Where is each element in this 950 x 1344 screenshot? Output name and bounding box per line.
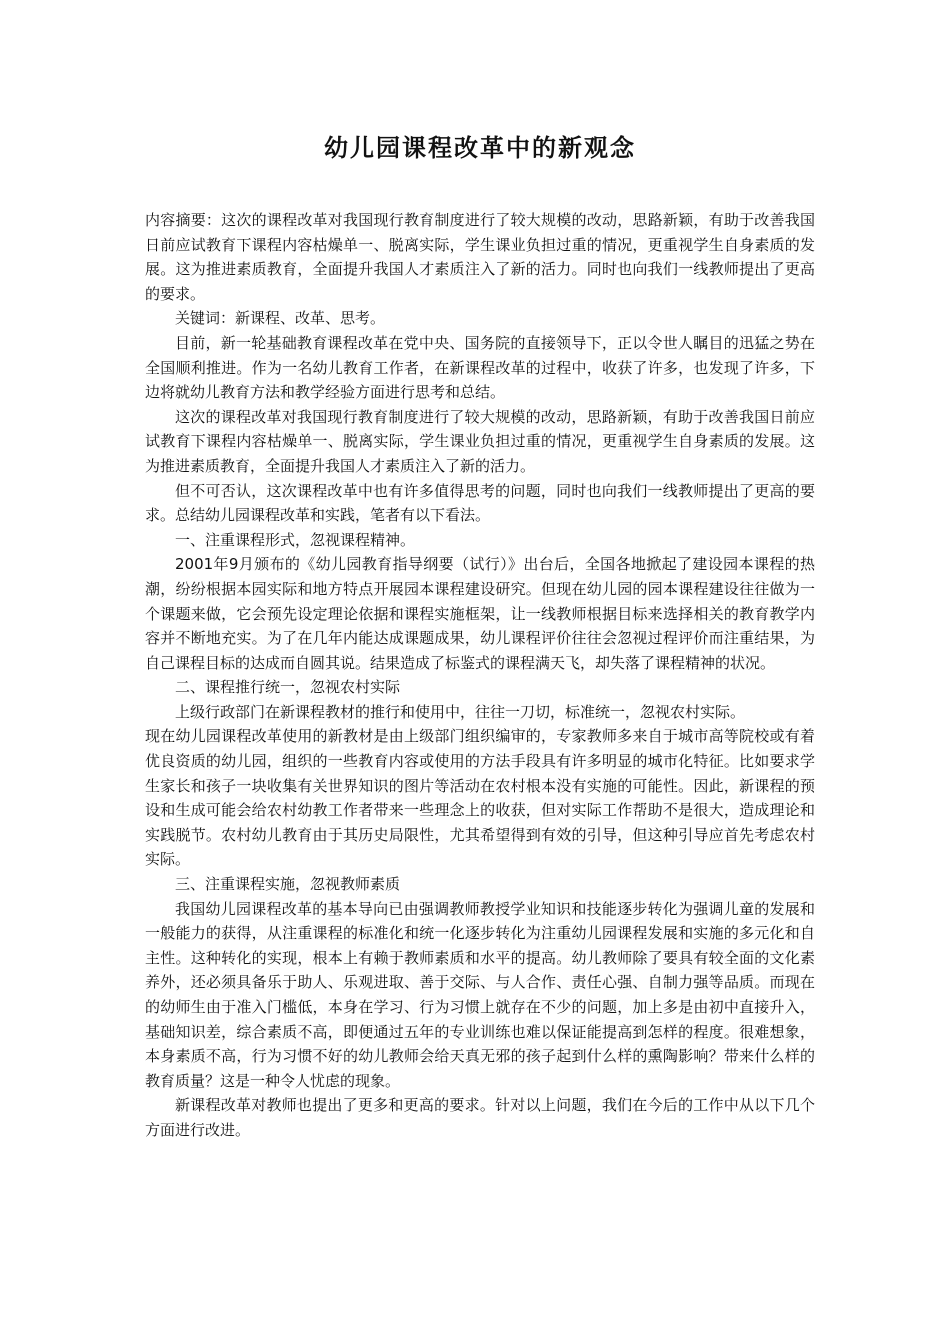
paragraph-3: 目前，新一轮基础教育课程改革在党中央、国务院的直接领导下，正以令世人瞩目的迅猛之势在全国顺利推进。作为一名幼儿教育工作者，在新课程改革的过程中，收获了许多，也发现了许多，下边将就幼儿教育方法和教学经验方面进行思考和总结。 bbox=[145, 333, 815, 402]
document-body bbox=[145, 208, 815, 1143]
paragraph-7: 2001年9月颁布的《幼儿园教育指导纲要（试行）》出台后，全国各地掀起了建设园本课程的热潮，纷纷根据本园实际和地方特点开展园本课程建设研究。但现在幼儿园的园本课程建设往往做为一个课题来做，它会预先设定理论依据和课程实施框架，让一线教师根据目标来选择相关的教育教学内容并不断地充实。为了在几年内能达成课题成果，幼儿课程评价往往会忽视过程评价而注重结果，为自己课程目标的达成而自圆其说。结果造成了标鉴式的课程满天飞，却失落了课程精神的状况。 bbox=[145, 555, 815, 672]
paragraph-5: 但不可否认，这次课程改革中也有许多值得思考的问题，同时也向我们一线教师提出了更高的要求。总结幼儿园课程改革和实践，笔者有以下看法。 bbox=[145, 481, 815, 525]
paragraph-1: 内容摘要：这次的课程改革对我国现行教育制度进行了较大规模的改动，思路新颖，有助于改善我国日前应试教育下课程内容枯燥单一、脱离实际，学生课业负担过重的情况，更重视学生自身素质的发展。这为推进素质教育，全面提升我国人才素质注入了新的活力。同时也向我们一线教师提出了更高的要求。 bbox=[145, 211, 815, 303]
paragraph-4: 这次的课程改革对我国现行教育制度进行了较大规模的改动，思路新颖，有助于改善我国日前应试教育下课程内容枯燥单一、脱离实际，学生课业负担过重的情况，更重视学生自身素质的发展。这为推进素质教育，全面提升我国人才素质注入了新的活力。 bbox=[145, 407, 815, 475]
paragraph-9: 上级行政部门在新课程教材的推行和使用中，往往一刀切，标准统一，忽视农村实际。 bbox=[175, 702, 746, 721]
paragraph-11: 三、注重课程实施，忽视教师素质 bbox=[175, 875, 401, 894]
paragraph-6: 一、注重课程形式，忽视课程精神。 bbox=[175, 530, 416, 549]
paragraph-13: 新课程改革对教师也提出了更多和更高的要求。针对以上问题，我们在今后的工作中从以下几个方面进行改进。 bbox=[145, 1096, 815, 1139]
paragraph-10: 现在幼儿园课程改革使用的新教材是由上级部门组织编审的，专家教师多来自于城市高等院校或有着优良资质的幼儿园，组织的一些教育内容或使用的方法手段具有许多明显的城市化特征。比如要求学生家长和孩子一块收集有关世界知识的图片等活动在农村根本没有实施的可能性。因此，新课程的预设和生成可能会给农村幼教工作者带来一些理念上的收获，但对实际工作帮助不是很大，造成理论和实践脱节。农村幼儿教育由于其历史局限性，尤其希望得到有效的引导，但这种引导应首先考虑农村实际。 bbox=[145, 727, 815, 869]
document-title: 幼儿园课程改革中的新观念 bbox=[324, 134, 636, 162]
paragraph-8: 二、课程推行统一，忽视农村实际 bbox=[175, 678, 401, 697]
paragraph-2: 关键词：新课程、改革、思考。 bbox=[175, 309, 386, 328]
document-page bbox=[145, 128, 815, 1143]
paragraph-12: 我国幼儿园课程改革的基本导向已由强调教师教授学业知识和技能逐步转化为强调儿童的发展和一般能力的获得，从注重课程的标准化和统一化逐步转化为注重幼儿园课程发展和实施的多元化和自主性。这种转化的实现，根本上有赖于教师素质和水平的提高。幼儿教师除了要具有较全面的文化素养外，还必须具备乐于助人、乐观进取、善于交际、与人合作、责任心强、自制力强等品质。而现在的幼师生由于准入门槛低，本身在学习、行为习惯上就存在不少的问题，加上多是由初中直接升入，基础知识差，综合素质不高，即便通过五年的专业训练也难以保证能提高到怎样的程度。很难想象，本身素质不高，行为习惯不好的幼儿教师会给天真无邪的孩子起到什么样的熏陶影响？带来什么样的教育质量？这是一种令人忧虑的现象。 bbox=[145, 899, 815, 1090]
